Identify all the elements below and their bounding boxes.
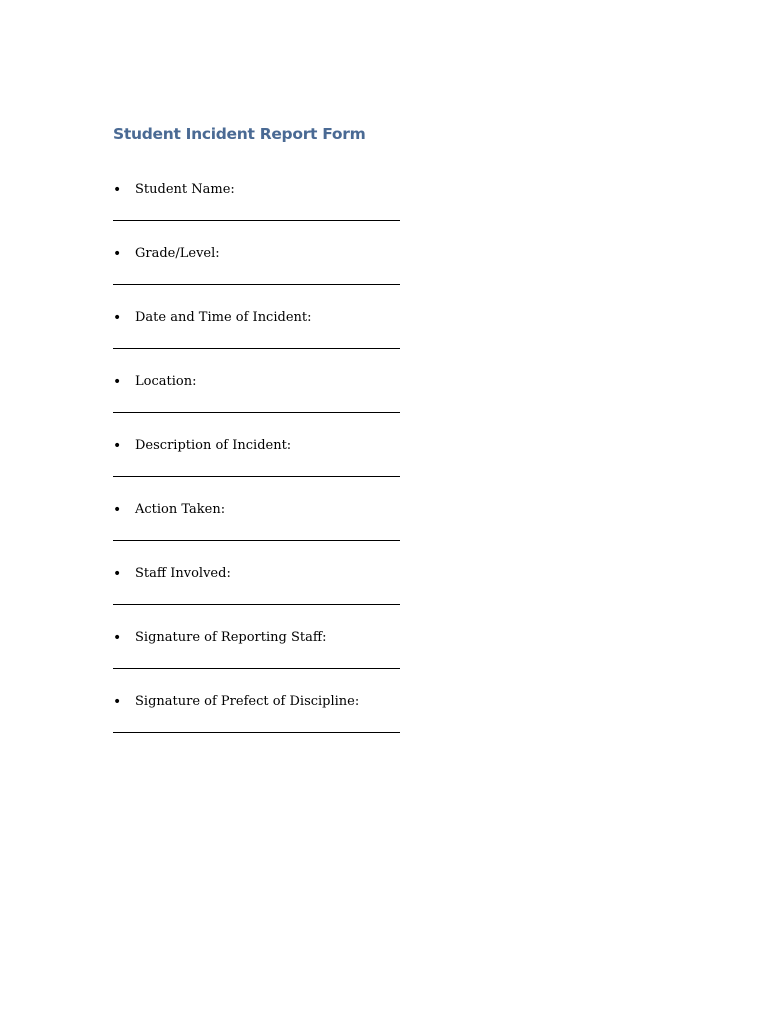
fill-in-line [113, 412, 400, 413]
bullet-icon: • [113, 310, 122, 326]
bullet-icon: • [113, 502, 122, 518]
field-label: Student Name: [135, 182, 235, 197]
field-prefect-signature [113, 695, 413, 759]
field-grade-level [113, 247, 413, 311]
bullet-icon: • [113, 246, 122, 262]
fill-in-line [113, 284, 400, 285]
field-location [113, 375, 413, 439]
fill-in-line [113, 540, 400, 541]
fill-in-line [113, 732, 400, 733]
bullet-icon: • [113, 438, 122, 454]
field-label: Date and Time of Incident: [135, 310, 312, 325]
field-reporting-staff-signature [113, 631, 413, 695]
field-staff-involved [113, 567, 413, 631]
fill-in-line [113, 220, 400, 221]
bullet-icon: • [113, 630, 122, 646]
field-label: Action Taken: [135, 502, 226, 517]
bullet-icon: • [113, 374, 122, 390]
fill-in-line [113, 668, 400, 669]
bullet-icon: • [113, 182, 122, 198]
field-label: Staff Involved: [135, 566, 231, 581]
bullet-icon: • [113, 694, 122, 710]
field-description [113, 439, 413, 503]
field-label: Signature of Prefect of Discipline: [135, 694, 360, 709]
form-title: Student Incident Report Form [113, 125, 366, 143]
field-student-name [113, 183, 413, 247]
bullet-icon: • [113, 566, 122, 582]
field-date-time [113, 311, 413, 375]
field-label: Location: [135, 374, 197, 389]
fill-in-line [113, 476, 400, 477]
field-label: Grade/Level: [135, 246, 220, 261]
fill-in-line [113, 348, 400, 349]
fill-in-line [113, 604, 400, 605]
field-label: Description of Incident: [135, 438, 292, 453]
field-label: Signature of Reporting Staff: [135, 630, 327, 645]
field-action-taken [113, 503, 413, 567]
